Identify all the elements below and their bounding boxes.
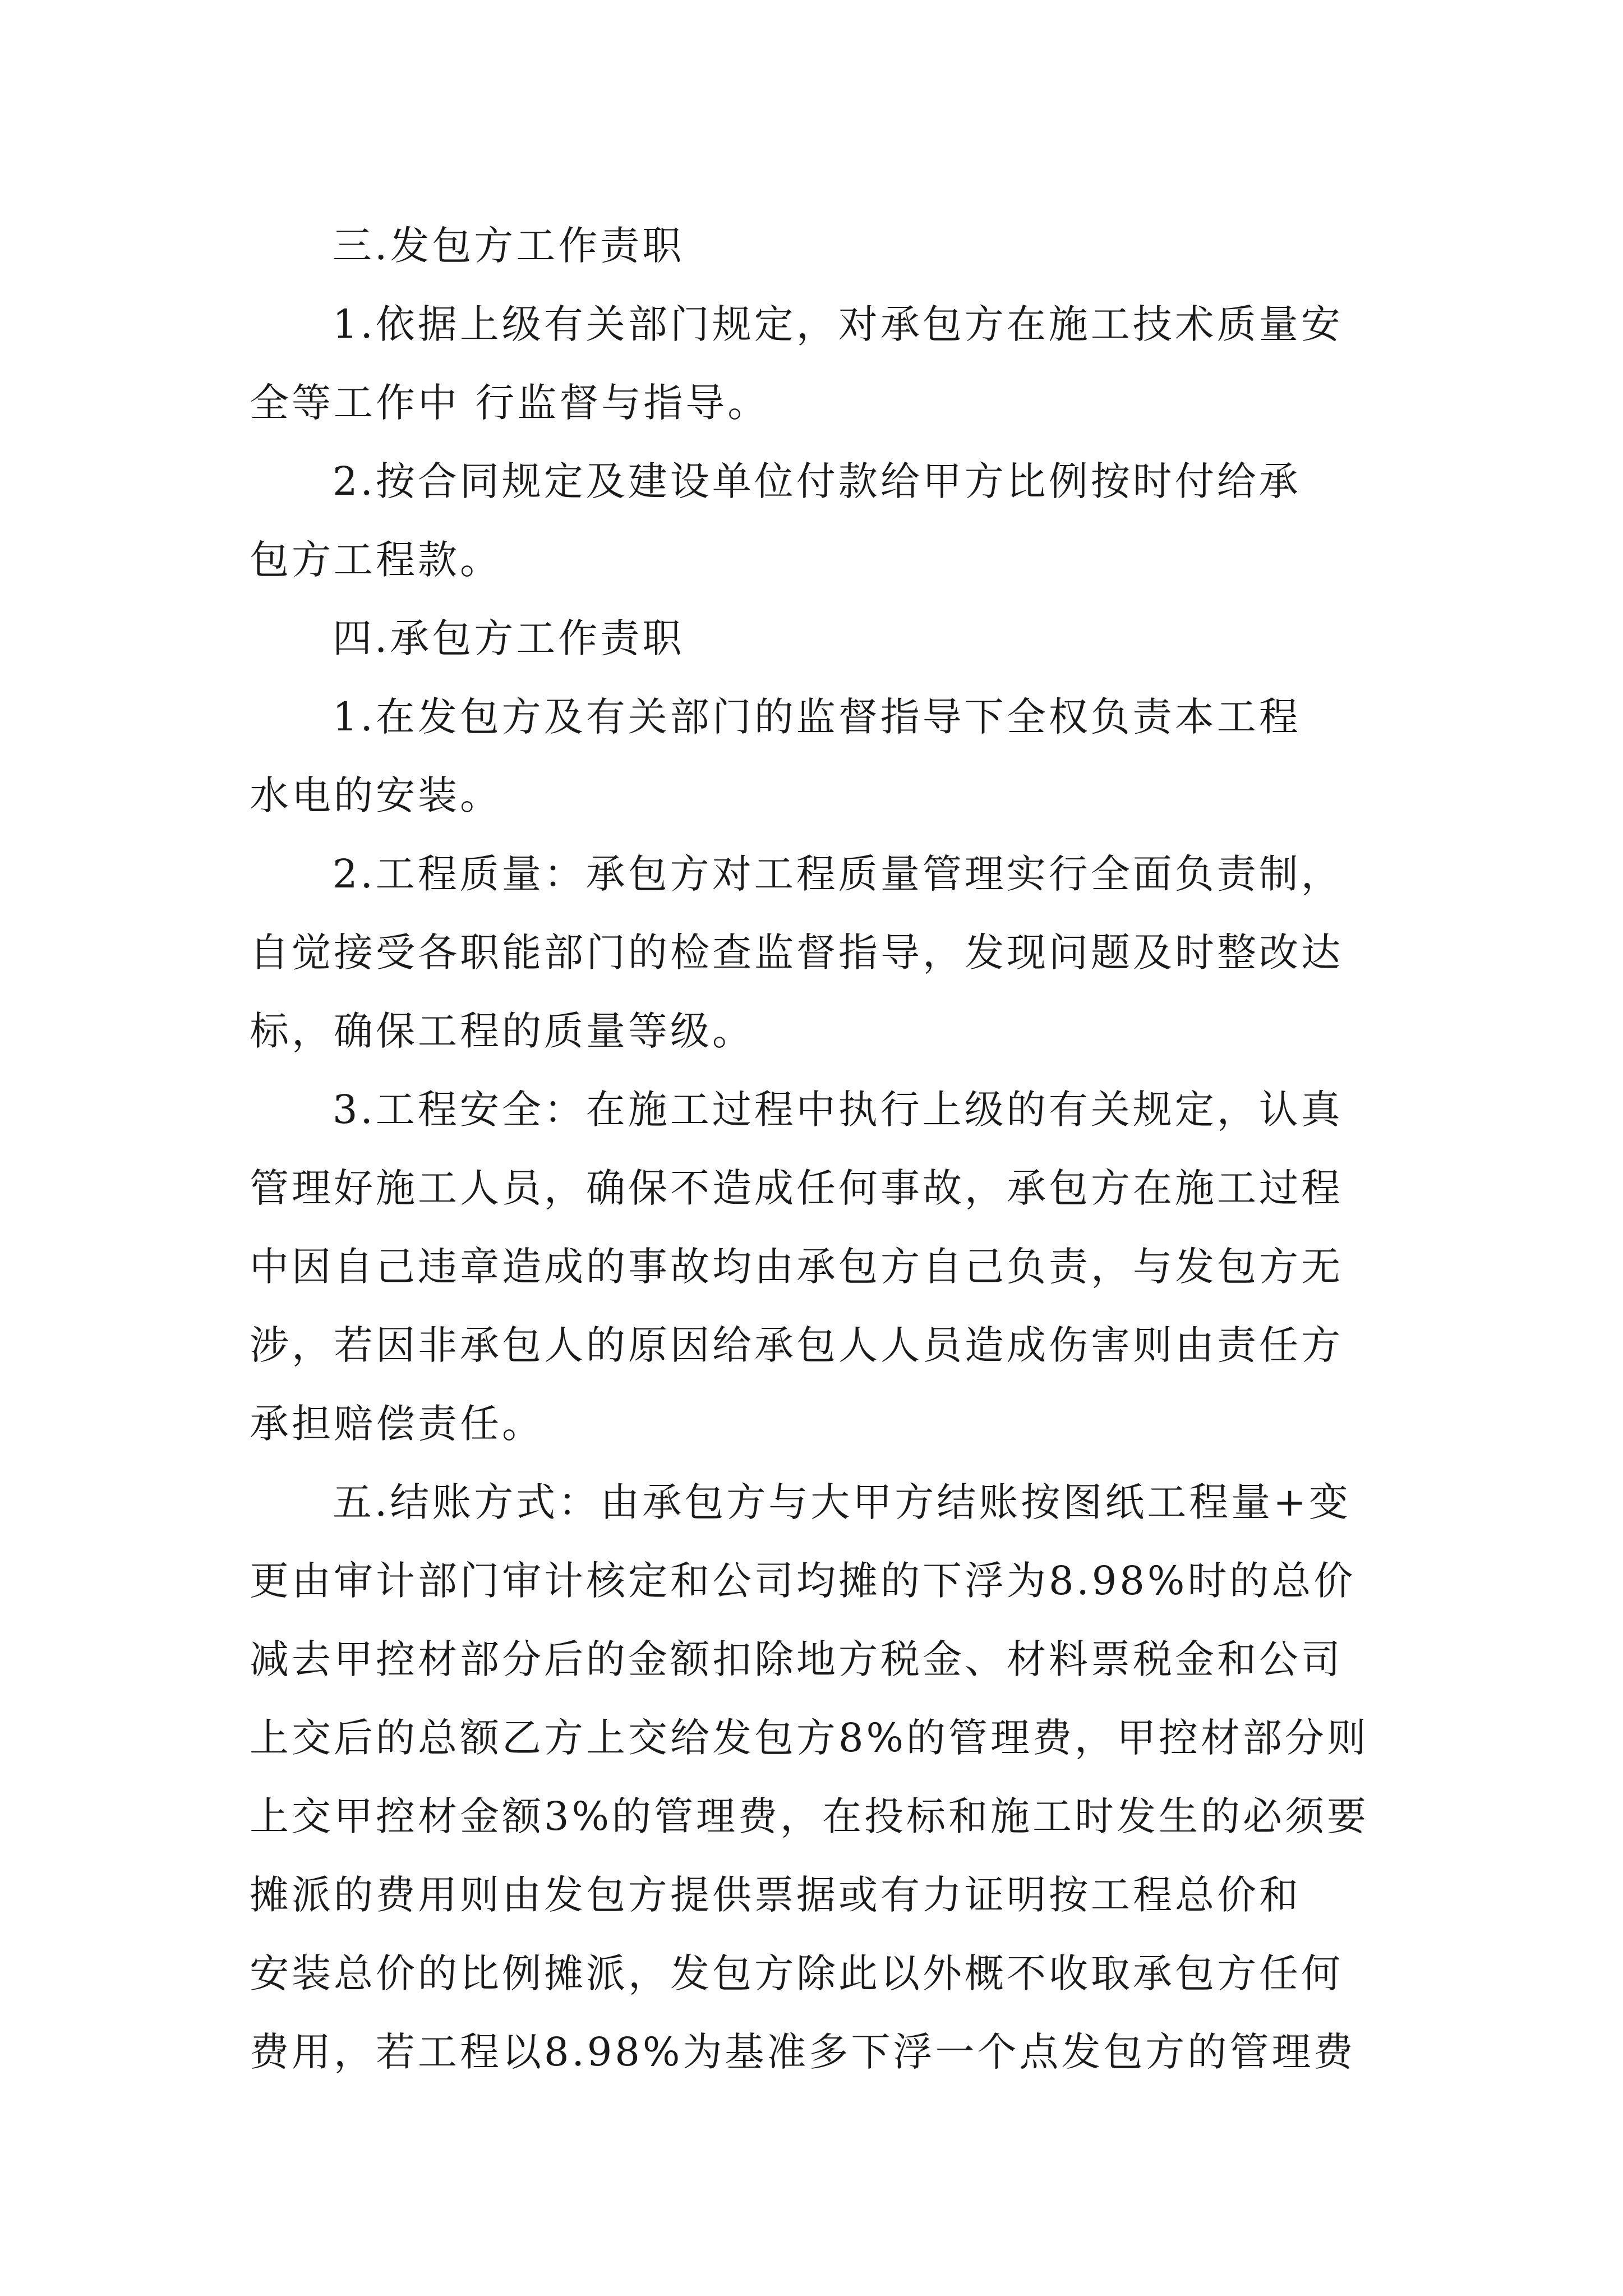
paragraph-line: 1.在发包方及有关部门的监督指导下全权负责本工程 (333, 694, 1301, 740)
paragraph-line: 自觉接受各职能部门的检查监督指导，发现问题及时整改达 (250, 930, 1343, 976)
paragraph-line: 全等工作中 行监督与指导。 (250, 380, 770, 426)
document-body (250, 206, 1388, 2091)
section-heading-3: 三.发包方工作责职 (333, 223, 685, 269)
paragraph-line: 安装总价的比例摊派，发包方除此以外概不收取承包方任何 (250, 1950, 1343, 1996)
paragraph-line: 承担赔偿责任。 (250, 1401, 544, 1447)
paragraph-line: 上交甲控材金额3%的管理费，在投标和施工时发生的必须要 (250, 1793, 1370, 1839)
paragraph-line: 上交后的总额乙方上交给发包方8%的管理费，甲控材部分则 (250, 1715, 1370, 1761)
paragraph-line: 中因自己违章造成的事故均由承包方自己负责，与发包方无 (250, 1244, 1343, 1290)
paragraph-line: 包方工程款。 (250, 537, 502, 583)
paragraph-line: 涉，若因非承包人的原因给承包人人员造成伤害则由责任方 (250, 1322, 1343, 1368)
paragraph-line: 3.工程安全：在施工过程中执行上级的有关规定，认真 (333, 1087, 1343, 1133)
paragraph-line: 摊派的费用则由发包方提供票据或有力证明按工程总价和 (250, 1872, 1301, 1918)
paragraph-line: 更由审计部门审计核定和公司均摊的下浮为8.98%时的总价 (250, 1558, 1356, 1604)
paragraph-line: 2.工程质量：承包方对工程质量管理实行全面负责制， (333, 851, 1343, 897)
paragraph-line: 费用，若工程以8.98%为基准多下浮一个点发包方的管理费 (250, 2029, 1356, 2075)
paragraph-line: 减去甲控材部分后的金额扣除地方税金、材料票税金和公司 (250, 1636, 1343, 1682)
section-heading-5: 五.结账方式：由承包方与大甲方结账按图纸工程量+变 (333, 1479, 1351, 1525)
paragraph-line: 水电的安装。 (250, 772, 502, 818)
paragraph-line: 1.依据上级有关部门规定，对承包方在施工技术质量安 (333, 301, 1343, 347)
paragraph-line: 标，确保工程的质量等级。 (250, 1008, 754, 1054)
paragraph-line: 管理好施工人员，确保不造成任何事故，承包方在施工过程 (250, 1165, 1343, 1211)
paragraph-line: 2.按合同规定及建设单位付款给甲方比例按时付给承 (333, 458, 1301, 504)
section-heading-4: 四.承包方工作责职 (333, 615, 685, 661)
